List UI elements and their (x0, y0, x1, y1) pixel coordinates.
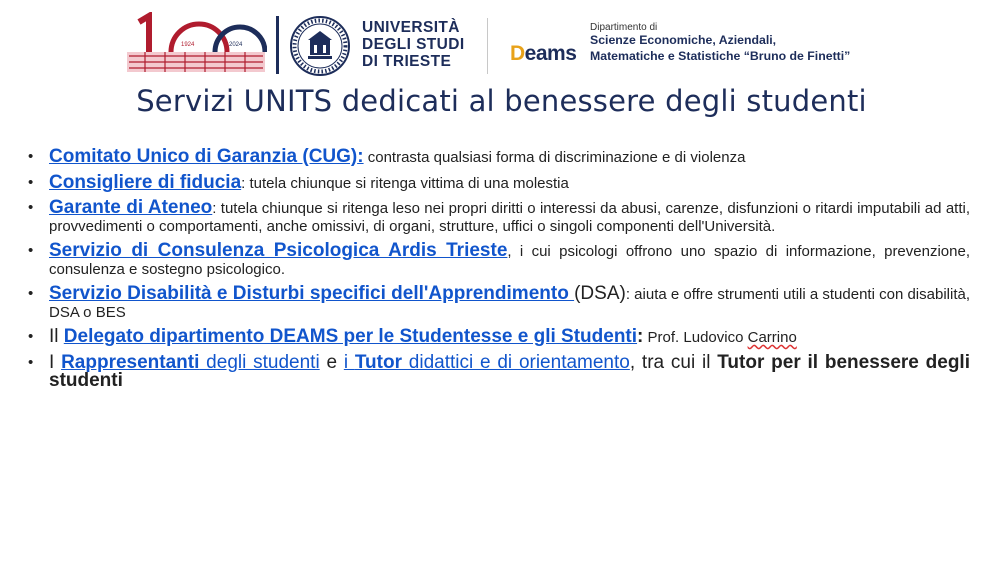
garante-link[interactable]: Garante di Ateneo (49, 197, 213, 218)
divider (276, 16, 279, 74)
page-title: Servizi UNITS dedicati al benessere degli studenti (136, 84, 867, 118)
centenary-logo (125, 12, 267, 74)
header (0, 0, 1003, 80)
consigliere-link[interactable]: Consigliere di fiducia (49, 171, 242, 193)
list-item: • I Rappresentanti degli studenti e i Tutor didattici e di orientamento, tra cui il Tutor per il benessere degli studenti (28, 351, 970, 391)
university-name: UNIVERSITÀ DEGLI STUDI DI TRIESTE (362, 19, 465, 70)
rappresentanti-link[interactable]: Rappresentanti degli studenti (61, 351, 320, 373)
list-item: • Servizio di Consulenza Psicologica Ardis Trieste, i cui psicologi offrono uno spazio di informazione, prevenzione, consulenza e sostegno psicologico. (28, 240, 970, 278)
list-item: • Garante di Ateneo: tutela chiunque si ritenga leso nei propri diritti o interessi da abusi, carenze, disfunzioni o ritardi imputabili ad atti, provvedimenti o comportamenti, anche omissivi, di organi, strutture, uffici o singoli componenti dell'Università. (28, 197, 970, 235)
delegato-link[interactable]: Delegato dipartimento DEAMS per le Studentesse e gli Studenti (63, 326, 638, 347)
disabilita-link[interactable]: Servizio Disabilità e Disturbi specifici dell'Apprendimento (49, 283, 575, 304)
tutor-link[interactable]: i Tutor didattici e di orientamento (343, 351, 630, 373)
divider (487, 18, 488, 74)
list-item: • Il Delegato dipartimento DEAMS per le Studentesse e gli Studenti: Prof. Ludovico Carrino (28, 326, 797, 347)
psicologica-link[interactable]: Servizio di Consulenza Psicologica Ardis Trieste (49, 240, 508, 261)
university-seal-icon (289, 15, 351, 77)
year-start: 1924 (181, 42, 195, 48)
cug-link[interactable]: Comitato Unico di Garanzia (CUG): (49, 146, 364, 167)
department-name: Dipartimento di Scienze Economiche, Aziendali, Matematiche e Statistiche “Bruno de Finetti” (590, 22, 851, 63)
list-item: • Consigliere di fiducia: tutela chiunque si ritenga vittima di una molestia (28, 171, 569, 193)
deams-logo: Deams (510, 42, 577, 65)
list-item: • Comitato Unico di Garanzia (CUG): contrasta qualsiasi forma di discriminazione e di violenza (28, 146, 746, 167)
services-list (28, 148, 970, 398)
year-end: 2024 (229, 42, 243, 48)
list-item: • Servizio Disabilità e Disturbi specifici dell'Apprendimento (DSA): aiuta e offre strumenti utili a studenti con disabilità, DSA o BES (28, 283, 970, 321)
